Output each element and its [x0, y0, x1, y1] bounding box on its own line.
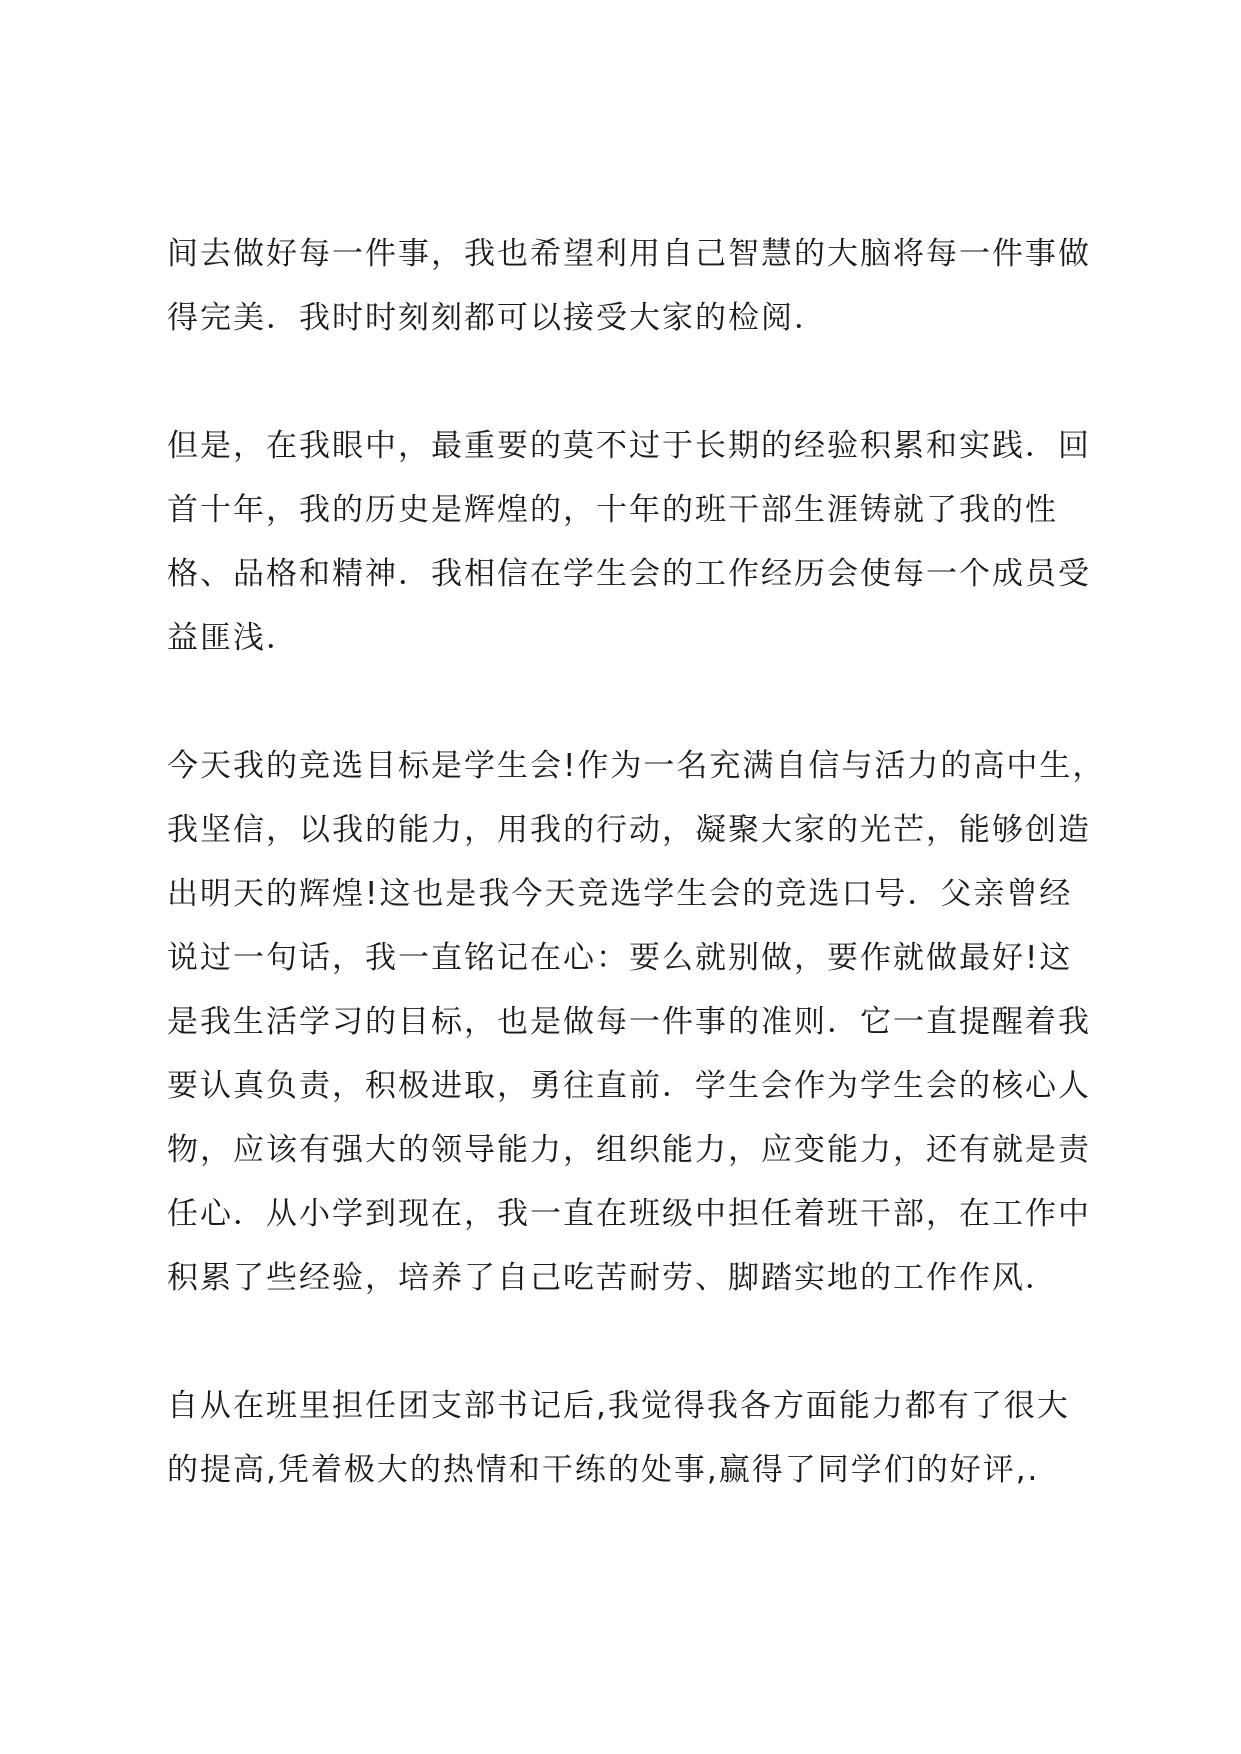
paragraph-1 [167, 222, 1097, 350]
text-line: 出明天的辉煌!这也是我今天竞选学生会的竞选口号．父亲曾经 [167, 876, 1073, 912]
text-line: 自从在班里担任团支部书记后,我觉得我各方面能力都有了很大 [167, 1388, 1070, 1424]
text-line: 得完美．我时时刻刻都可以接受大家的检阅． [167, 300, 827, 336]
text-line: 要认真负责，积极进取，勇往直前．学生会作为学生会的核心人 [167, 1068, 1091, 1104]
text-line: 首十年，我的历史是辉煌的，十年的班干部生涯铸就了我的性 [167, 492, 1058, 528]
text-line: 的提高,凭着极大的热情和干练的处事,赢得了同学们的好评,. [167, 1452, 1040, 1488]
document-body [167, 222, 1106, 1566]
text-line: 我坚信，以我的能力，用我的行动，凝聚大家的光芒，能够创造 [167, 812, 1091, 848]
paragraph-4 [167, 1374, 1097, 1502]
text-line: 益匪浅． [167, 620, 299, 656]
text-line: 今天我的竞选目标是学生会!作为一名充满自信与活力的高中生， [167, 748, 1106, 784]
text-line: 物，应该有强大的领导能力，组织能力，应变能力，还有就是责 [167, 1132, 1091, 1168]
text-line: 但是，在我眼中，最重要的莫不过于长期的经验积累和实践．回 [167, 428, 1091, 464]
paragraph-3 [167, 734, 1106, 1310]
text-line: 说过一句话，我一直铭记在心：要么就别做，要作就做最好!这 [167, 940, 1073, 976]
paragraph-2 [167, 414, 1097, 670]
text-line: 间去做好每一件事，我也希望利用自己智慧的大脑将每一件事做 [167, 236, 1091, 272]
text-line: 任心．从小学到现在，我一直在班级中担任着班干部，在工作中 [167, 1196, 1091, 1232]
text-line: 积累了些经验，培养了自己吃苦耐劳、脚踏实地的工作作风． [167, 1260, 1058, 1296]
text-line: 格、品格和精神．我相信在学生会的工作经历会使每一个成员受 [167, 556, 1091, 592]
text-line: 是我生活学习的目标，也是做每一件事的准则．它一直提醒着我 [167, 1004, 1091, 1040]
